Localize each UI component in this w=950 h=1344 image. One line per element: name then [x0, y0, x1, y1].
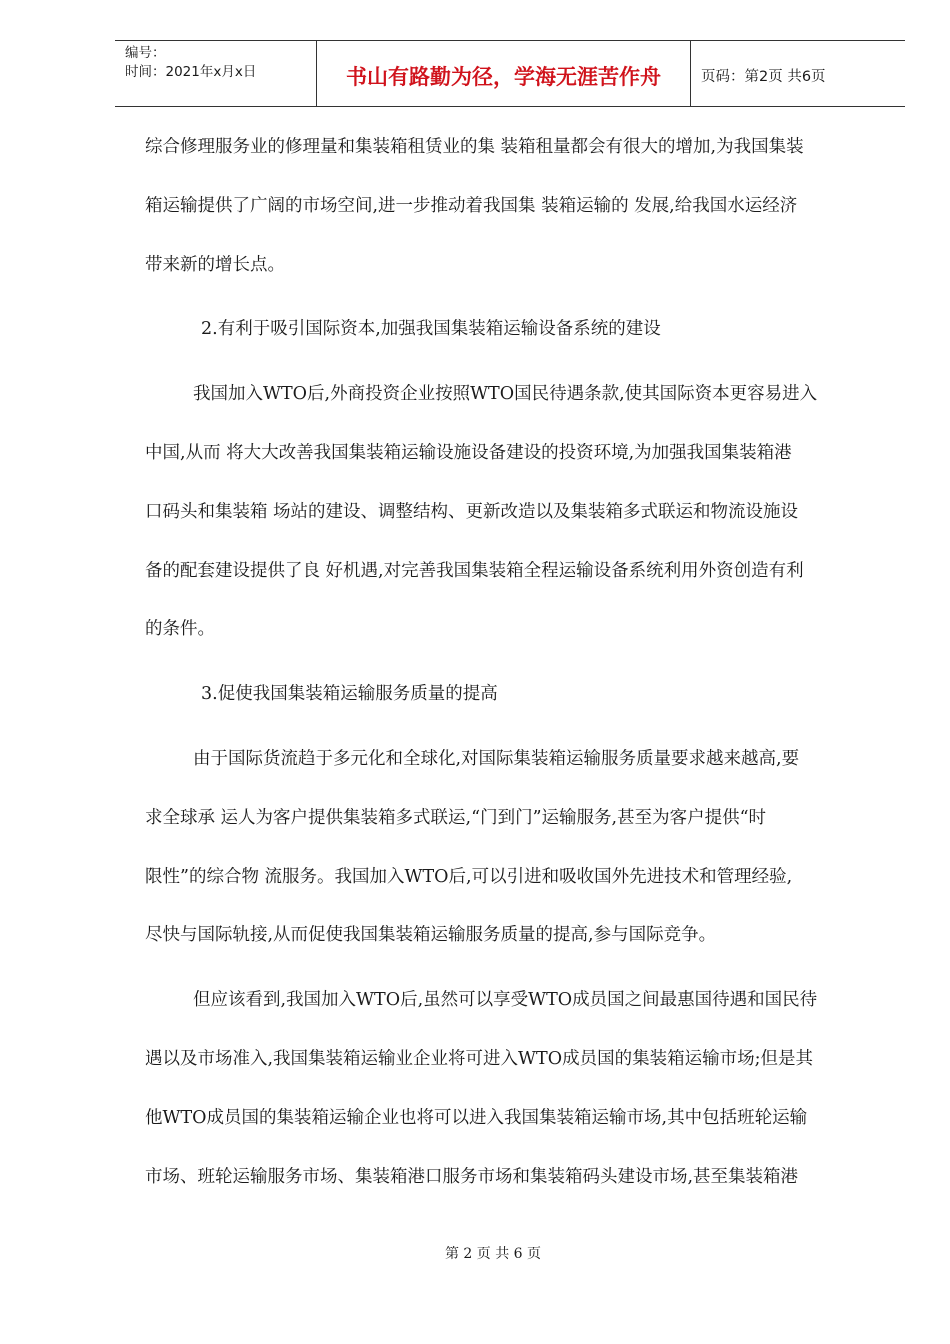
header-meta-cell: [115, 41, 317, 106]
page-footer: [0, 1243, 950, 1263]
number-label: 编号：: [125, 45, 166, 61]
text-line: 但应该看到,我国加入WTO后,虽然可以享受WTO成员国之间最惠国待遇和国民待: [193, 990, 818, 1011]
header-page-cell: [691, 41, 905, 106]
text-line: 备的配套建设提供了良 好机遇,对完善我国集装箱全程运输设备系统利用外资创造有利: [145, 560, 804, 581]
text-line: 求全球承 运人为客户提供集装箱多式联运,“门到门”运输服务,甚至为客户提供“时: [145, 807, 767, 828]
header-motto-cell: [317, 41, 691, 106]
section-heading: 3.促使我国集装箱运输服务质量的提高: [201, 684, 498, 705]
text-line: 综合修理服务业的修理量和集装箱租赁业的集 装箱租量都会有很大的增加,为我国集装: [145, 137, 804, 157]
text-line: 箱运输提供了广阔的市场空间,进一步推动着我国集 装箱运输的 发展,给我国水运经济: [145, 195, 798, 216]
motto-text: 书山有路勤为径，学海无涯苦作舟: [346, 64, 661, 89]
text-line: 中国,从而 将大大改善我国集装箱运输设施设备建设的投资环境,为加强我国集装箱港: [145, 442, 792, 463]
text-line: 口码头和集装箱 场站的建设、调整结构、更新改造以及集装箱多式联运和物流设施设: [145, 501, 799, 522]
page-number-label: 页码：第2页 共6页: [701, 69, 826, 85]
text-line: 由于国际货流趋于多元化和全球化,对国际集装箱运输服务质量要求越来越高,要: [193, 748, 800, 769]
section-heading: 2.有利于吸引国际资本,加强我国集装箱运输设备系统的建设: [201, 319, 661, 340]
text-line: 我国加入WTO后,外商投资企业按照WTO国民待遇条款,使其国际资本更容易进入: [193, 384, 818, 405]
text-line: 尽快与国际轨接,从而促使我国集装箱运输服务质量的提高,参与国际竞争。: [145, 925, 717, 946]
text-line: 的条件。: [145, 619, 215, 640]
document-body: [145, 124, 875, 1212]
page-header: [115, 40, 905, 107]
text-line: 限性”的综合物 流服务。我国加入WTO后,可以引进和吸收国外先进技术和管理经验,: [145, 866, 793, 887]
time-label: 时间：2021年x月x日: [125, 64, 257, 80]
text-line: 市场、班轮运输服务市场、集装箱港口服务市场和集装箱码头建设市场,甚至集装箱港: [145, 1166, 799, 1187]
text-line: 他WTO成员国的集装箱运输企业也将可以进入我国集装箱运输市场,其中包括班轮运输: [145, 1107, 808, 1128]
text-line: 遇以及市场准入,我国集装箱运输业企业将可进入WTO成员国的集装箱运输市场;但是其: [145, 1048, 813, 1069]
text-line: 带来新的增长点。: [145, 254, 285, 275]
footer-page-number: 第 2 页 共 6 页: [444, 1246, 542, 1262]
